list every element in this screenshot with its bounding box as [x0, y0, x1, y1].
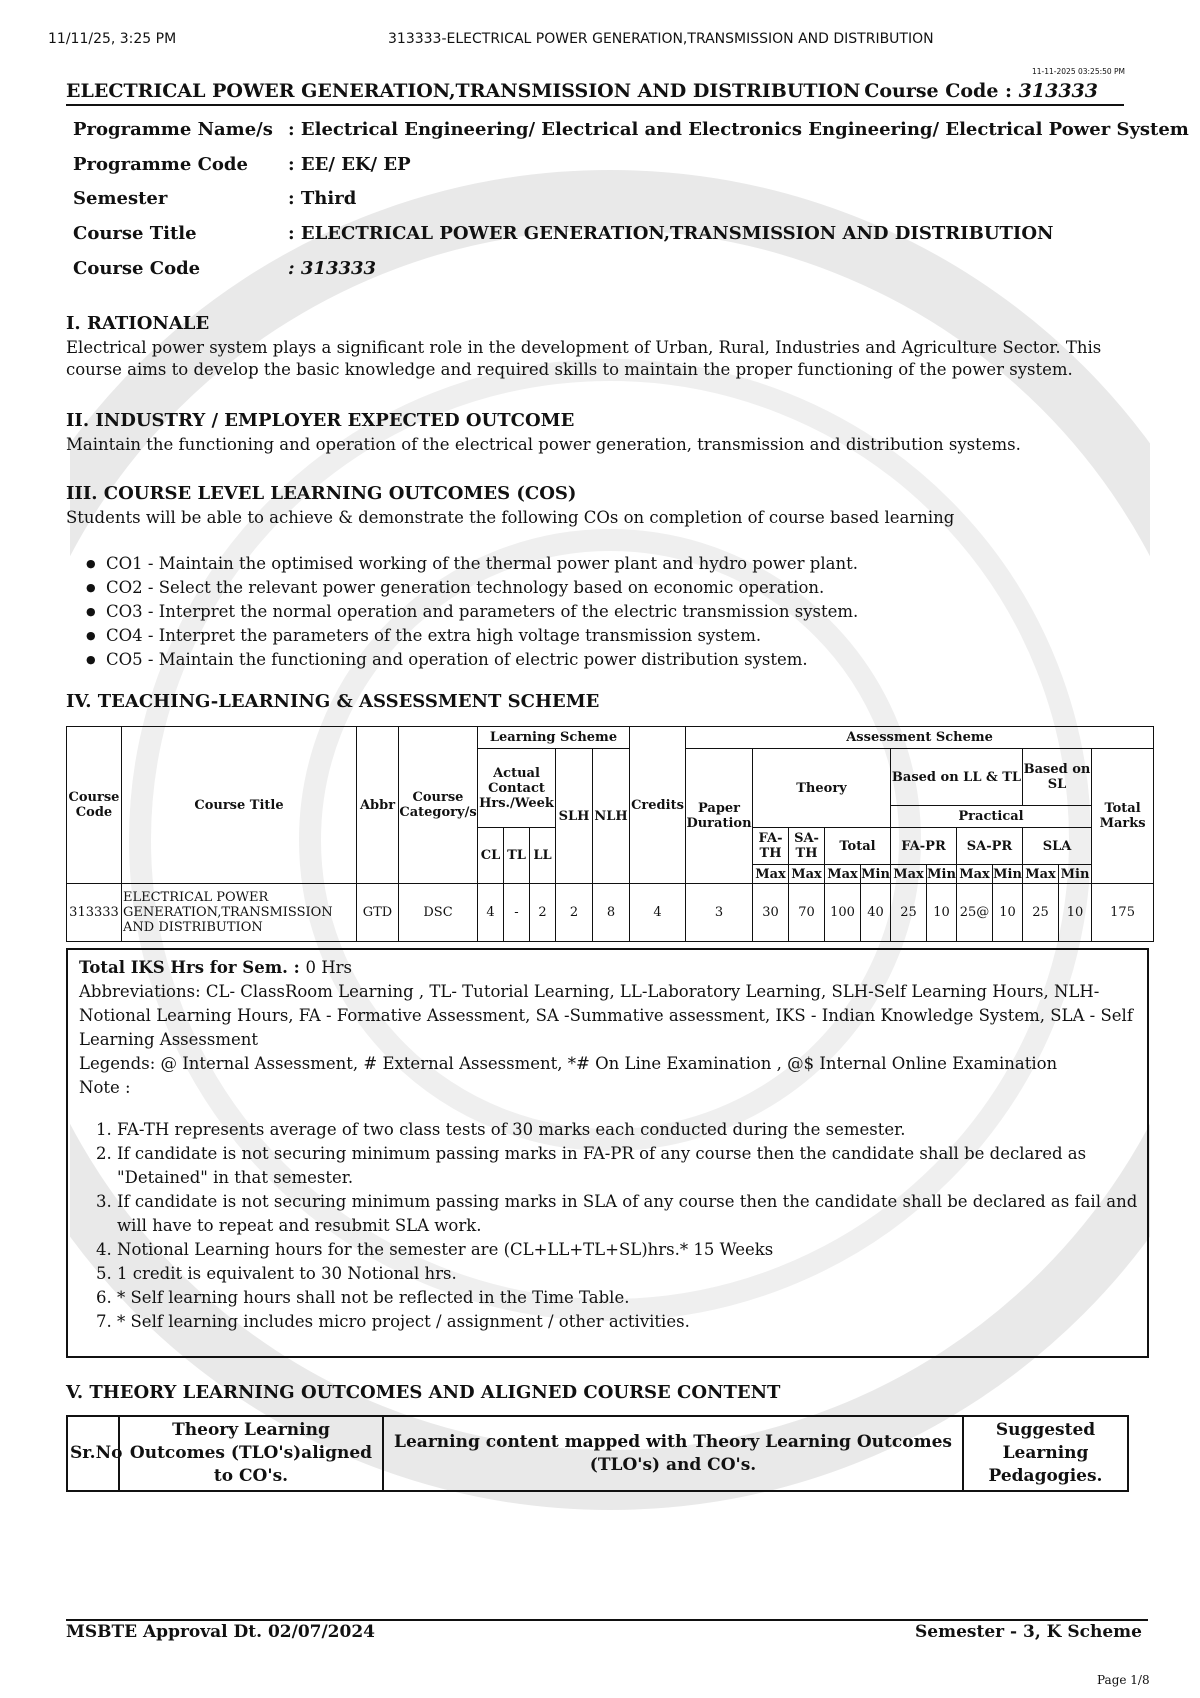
th-pedagogies: Suggested Learning Pedagogies.: [963, 1416, 1128, 1491]
cell-sla-max: 25: [1023, 884, 1059, 942]
cos-intro: Students will be able to achieve & demonstrate the following COs on completion of course based learning: [66, 508, 955, 527]
cell-nlh: 8: [593, 884, 630, 942]
cell-title: ELECTRICAL POWER GENERATION,TRANSMISSION AND DISTRIBUTION: [122, 884, 357, 942]
cell-tl: -: [504, 884, 530, 942]
th-credits: Credits: [630, 727, 686, 884]
iks-value: 0 Hrs: [305, 958, 352, 977]
course-name-heading: ELECTRICAL POWER GENERATION,TRANSMISSION AND DISTRIBUTION: [66, 80, 861, 102]
print-doc-title: 313333-ELECTRICAL POWER GENERATION,TRANSMISSION AND DISTRIBUTION: [388, 31, 934, 47]
list-item: 4. Notional Learning hours for the semester are (CL+LL+TL+SL)hrs.* 15 Weeks: [117, 1238, 1139, 1262]
th-min: Min: [927, 866, 956, 882]
info-label: Programme Name/s: [73, 119, 273, 140]
rationale-heading: I. RATIONALE: [66, 313, 210, 334]
th-sa-pr: SA-PR: [957, 828, 1023, 865]
list-item: ● CO3 - Interpret the normal operation and parameters of the electric transmission system.: [84, 600, 858, 624]
info-label: Programme Code: [73, 154, 248, 175]
th-contact-hrs: Actual Contact Hrs./Week: [478, 749, 556, 828]
cell-sla-min: 10: [1059, 884, 1092, 942]
course-code-heading: [864, 80, 1098, 102]
scheme-heading: IV. TEACHING-LEARNING & ASSESSMENT SCHEME: [66, 691, 600, 712]
th-min: Min: [1059, 865, 1092, 884]
cell-credits: 4: [630, 884, 686, 942]
co-list: [84, 552, 858, 672]
table-row: [67, 884, 1154, 942]
info-label: Course Title: [73, 223, 197, 244]
list-item: 7. * Self learning includes micro project / assignment / other activities.: [117, 1310, 1139, 1334]
th-min: Min: [861, 866, 890, 882]
scheme-table: [66, 726, 1154, 942]
th-theory: Theory: [753, 749, 891, 828]
iks-label: Total IKS Hrs for Sem. :: [79, 958, 306, 977]
th-cl: CL: [478, 828, 504, 884]
th-max: Max: [957, 865, 993, 884]
th-max: Max: [825, 865, 861, 884]
th-assessment-scheme: Assessment Scheme: [686, 727, 1154, 749]
theory-heading: V. THEORY LEARNING OUTCOMES AND ALIGNED COURSE CONTENT: [66, 1382, 781, 1403]
th-course-title: Course Title: [122, 727, 357, 884]
th-slh: SLH: [556, 749, 593, 884]
cell-ll: 2: [530, 884, 556, 942]
approval-date: MSBTE Approval Dt. 02/07/2024: [66, 1622, 375, 1642]
tlo-table: [66, 1415, 1129, 1492]
th-ll: LL: [530, 828, 556, 884]
th-tlo: Theory Learning Outcomes (TLO's)aligned to CO's.: [119, 1416, 383, 1491]
cell-fa-pr-max: 25: [891, 884, 927, 942]
th-tl: TL: [504, 828, 530, 884]
cell-sa-th-max: 70: [789, 884, 825, 942]
cell-total-min: 40: [861, 884, 891, 942]
info-value: : EE/ EK/ EP: [288, 154, 411, 175]
th-based-sl: Based on SL: [1023, 749, 1092, 806]
cell-total-marks: 175: [1092, 884, 1154, 942]
title-bar: [66, 80, 1124, 106]
abbreviations-text: Abbreviations: CL- ClassRoom Learning , TL- Tutorial Learning, LL-Laboratory Learning, SLH-Self Learning Hours, NLH-Notional Learning Hours, FA - Formative Assessment, SA -Summative assessment, IKS - Indian Knowledge System, SLA - Self Learning Assessment: [79, 982, 1133, 1049]
list-item: ● CO5 - Maintain the functioning and operation of electric power distribution system.: [84, 648, 858, 672]
th-max: Max: [789, 865, 825, 884]
info-value: : Electrical Engineering/ Electrical and Electronics Engineering/ Electrical Power System: [288, 119, 1189, 140]
industry-text: Maintain the functioning and operation of the electrical power generation, transmission and distribution systems.: [66, 435, 1021, 454]
th-sla: SLA: [1023, 828, 1092, 865]
notes-box: [66, 948, 1149, 1358]
cell-slh: 2: [556, 884, 593, 942]
cell-total-max: 100: [825, 884, 861, 942]
cell-paper-duration: 3: [686, 884, 753, 942]
list-item: 5. 1 credit is equivalent to 30 Notional hrs.: [117, 1262, 1139, 1286]
list-item: ● CO1 - Maintain the optimised working of the thermal power plant and hydro power plant.: [84, 552, 858, 576]
list-item: 1. FA-TH represents average of two class tests of 30 marks each conducted during the semester.: [117, 1118, 1139, 1142]
th-sa-th: SA-TH: [789, 828, 825, 865]
list-item: 2. If candidate is not securing minimum passing marks in FA-PR of any course then the candidate shall be declared as "Detained" in that semester.: [117, 1142, 1139, 1190]
list-item: 3. If candidate is not securing minimum passing marks in SLA of any course then the candidate shall be declared as fail and will have to repeat and resubmit SLA work.: [117, 1190, 1139, 1238]
course-code-value: 313333: [1018, 80, 1098, 102]
th-max: Max: [1023, 865, 1059, 884]
iks-line: [79, 956, 1139, 980]
list-item: 6. * Self learning hours shall not be reflected in the Time Table.: [117, 1286, 1139, 1310]
th-based-ll-tl: Based on LL & TL: [891, 749, 1023, 806]
info-value: : 313333: [288, 258, 377, 279]
print-stamp: 11-11-2025 03:25:50 PM: [1032, 67, 1126, 76]
cell-abbr: GTD: [357, 884, 399, 942]
th-abbr: Abbr: [357, 727, 399, 884]
th-total-marks: Total Marks: [1092, 749, 1154, 884]
cell-code: 313333: [67, 884, 122, 942]
notes-list: [79, 1118, 1139, 1334]
list-item: ● CO4 - Interpret the parameters of the extra high voltage transmission system.: [84, 624, 858, 648]
cell-category: DSC: [399, 884, 478, 942]
th-min: Min: [993, 866, 1022, 882]
th-paper-duration: Paper Duration: [686, 749, 753, 884]
semester-scheme: Semester - 3, K Scheme: [915, 1622, 1142, 1642]
course-code-label: Course Code :: [864, 80, 1019, 102]
cell-fa-th-max: 30: [753, 884, 789, 942]
footer-divider: [66, 1619, 1148, 1621]
industry-heading: II. INDUSTRY / EMPLOYER EXPECTED OUTCOME: [66, 410, 575, 431]
rationale-text: Electrical power system plays a significant role in the development of Urban, Rural, Industries and Agriculture Sector. This course aims to develop the basic knowledge and required skills to maintain the proper functioning of the power system.: [66, 338, 1102, 379]
th-category: Course Category/s: [399, 727, 478, 884]
cell-fa-pr-min: 10: [927, 884, 957, 942]
th-content: Learning content mapped with Theory Learning Outcomes (TLO's) and CO's.: [383, 1416, 963, 1491]
th-fa-pr: FA-PR: [891, 828, 957, 865]
th-total: Total: [825, 828, 891, 865]
th-practical: Practical: [891, 806, 1092, 828]
print-datetime: 11/11/25, 3:25 PM: [48, 31, 177, 47]
note-label: Note :: [79, 1078, 131, 1097]
info-value: : Third: [288, 188, 357, 209]
th-nlh: NLH: [593, 749, 630, 884]
list-item: ● CO2 - Select the relevant power generation technology based on economic operation.: [84, 576, 858, 600]
th-srno: Sr.No: [67, 1416, 119, 1491]
info-label: Course Code: [73, 258, 201, 279]
th-max: Max: [753, 865, 789, 884]
th-fa-th: FA-TH: [753, 828, 789, 865]
legends-text: Legends: @ Internal Assessment, # External Assessment, *# On Line Examination , @$ Internal Online Examination: [79, 1054, 1058, 1073]
th-course-code: Course Code: [67, 727, 122, 884]
cell-sa-pr-max: 25@: [957, 884, 993, 942]
cell-sa-pr-min: 10: [993, 884, 1023, 942]
cell-cl: 4: [478, 884, 504, 942]
page-number: Page 1/8: [1097, 1673, 1150, 1687]
th-max: Max: [891, 865, 927, 884]
info-value: : ELECTRICAL POWER GENERATION,TRANSMISSION AND DISTRIBUTION: [288, 223, 1054, 244]
cos-heading: III. COURSE LEVEL LEARNING OUTCOMES (COS): [66, 483, 577, 504]
th-learning-scheme: Learning Scheme: [478, 727, 630, 749]
info-label: Semester: [73, 188, 168, 209]
